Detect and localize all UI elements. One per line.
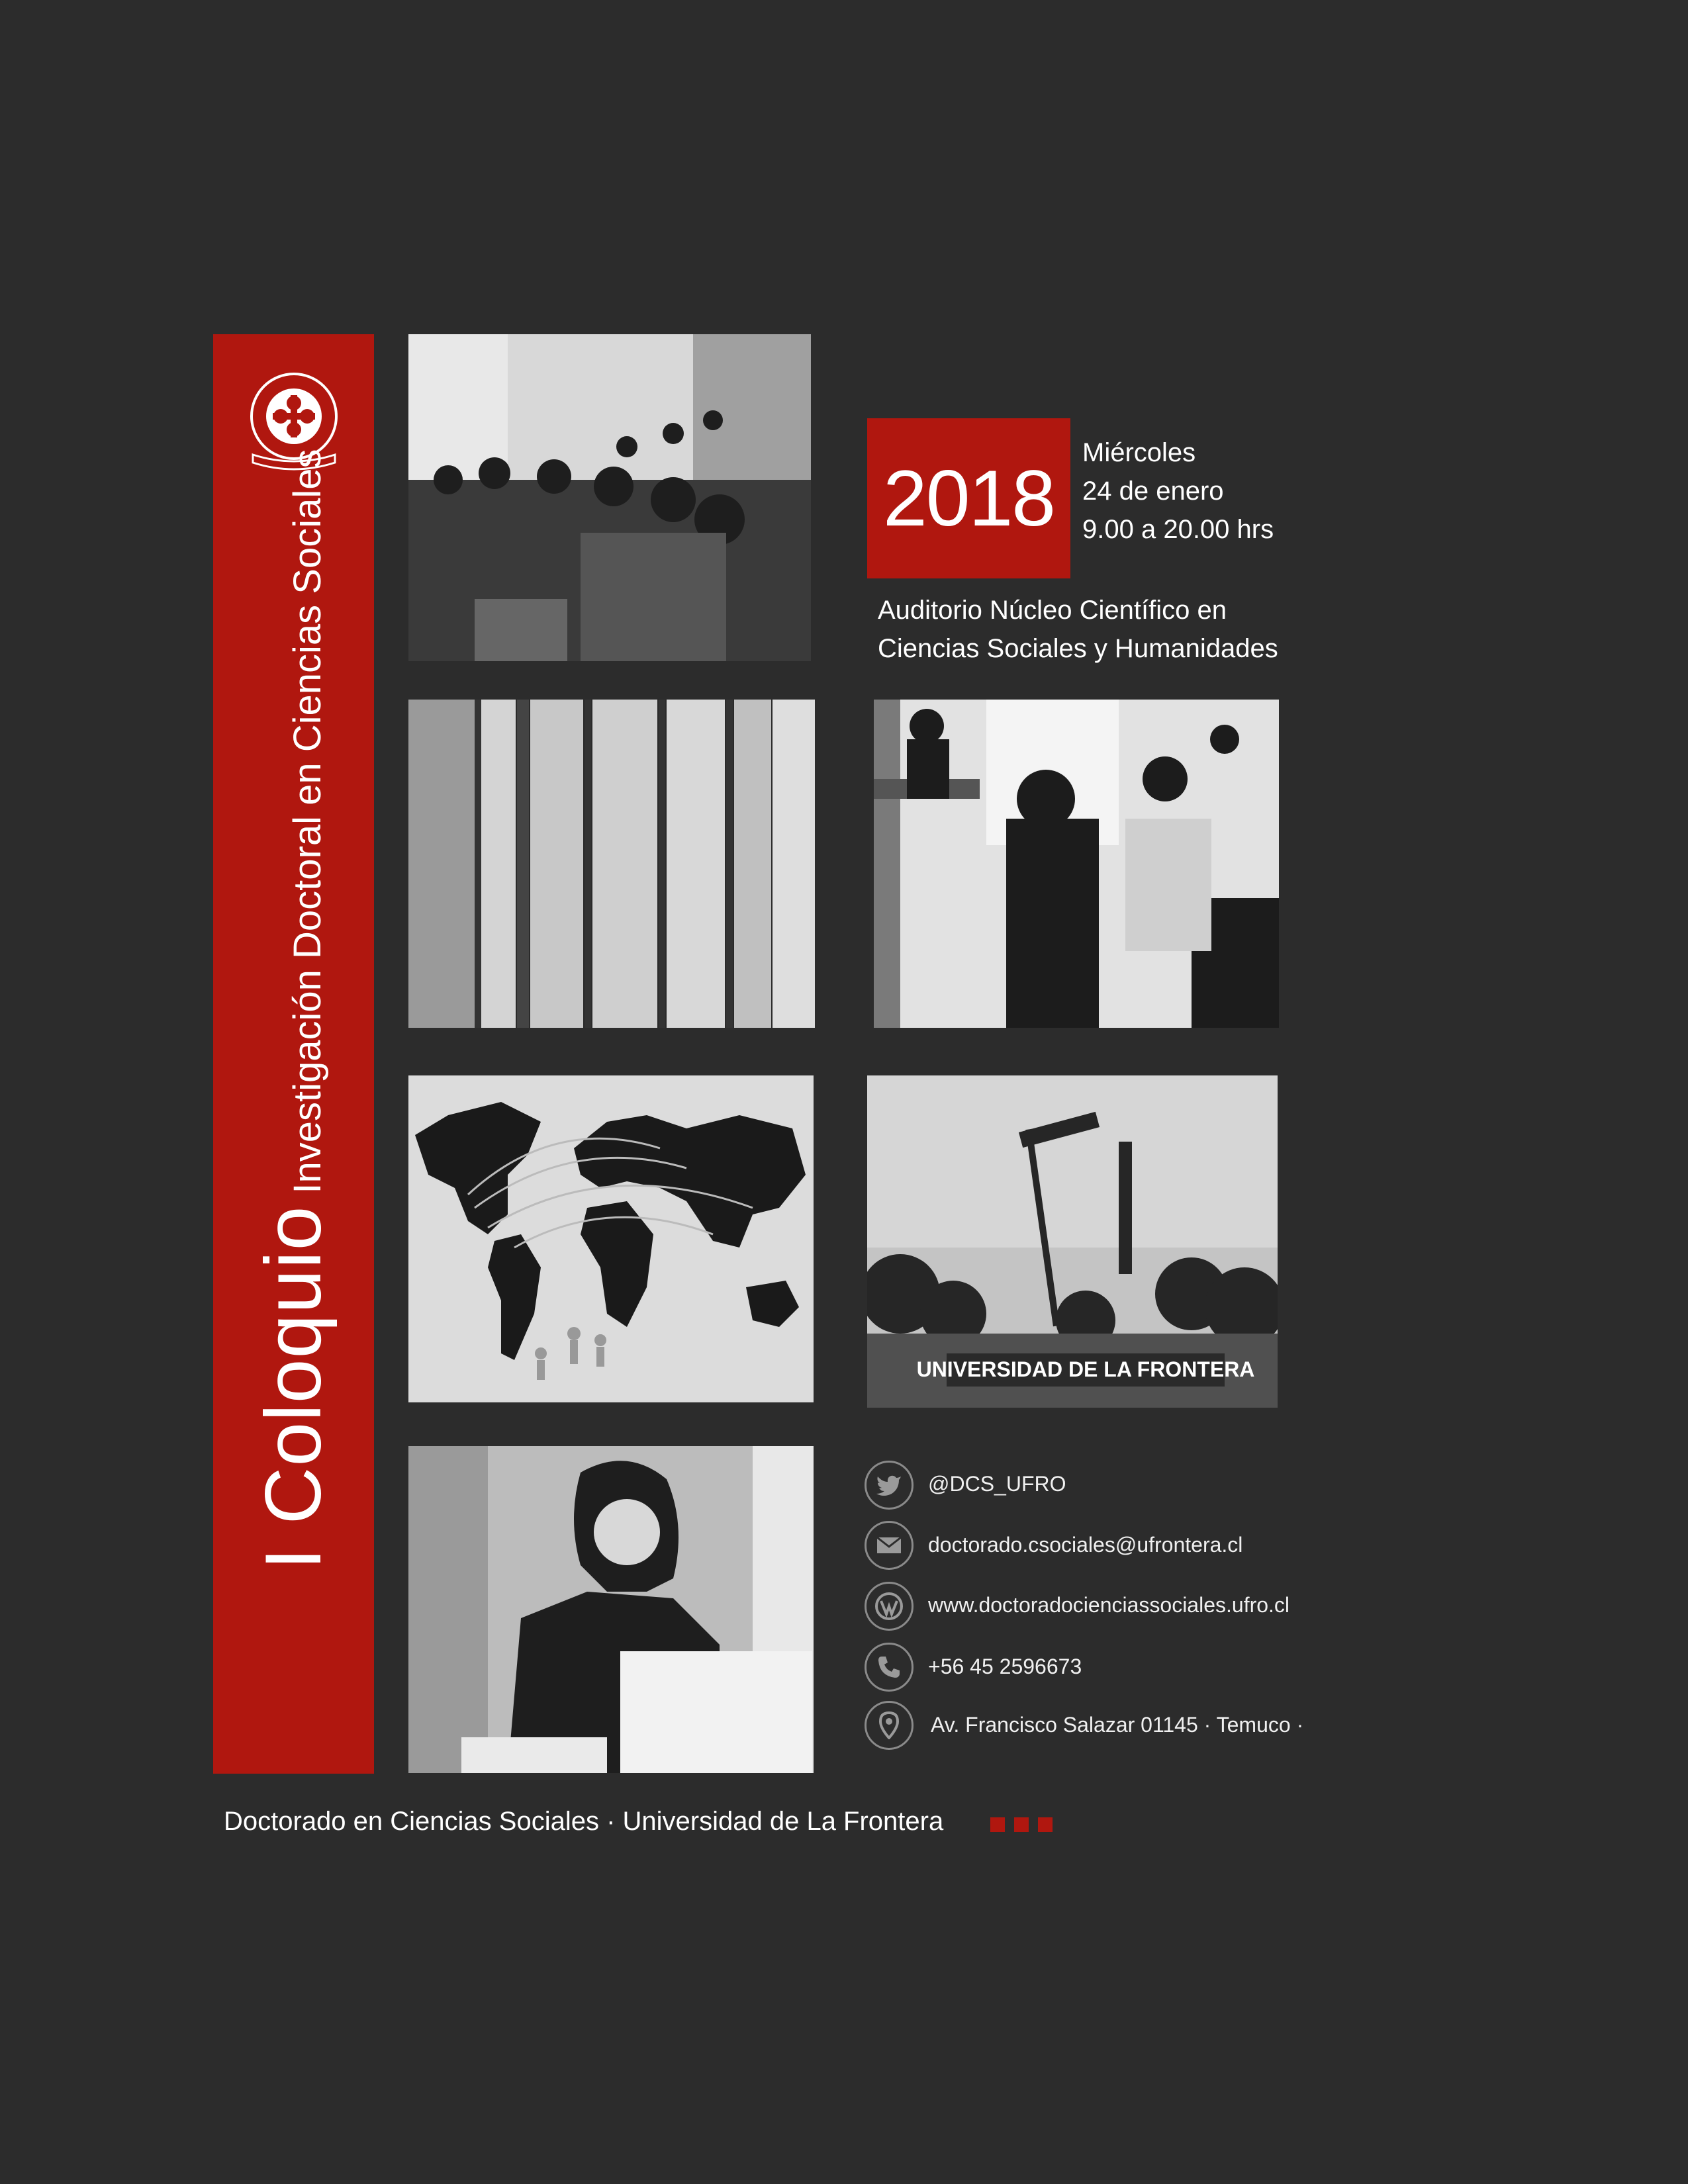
vertical-title [213,334,374,1774]
event-day: Miércoles [1082,438,1196,467]
photo-audience [408,334,811,661]
title-banner [213,334,374,1774]
campus-sign-text: UNIVERSIDAD DE LA FRONTERA [916,1357,1255,1381]
contact-website[interactable]: www.doctoradocienciassociales.ufro.cl [928,1593,1290,1617]
footer-text: Doctorado en Ciencias Sociales · Universidad de La Frontera [224,1807,944,1836]
location-pin-icon[interactable] [865,1701,914,1750]
footer-square-2 [1014,1817,1029,1832]
contact-address: Av. Francisco Salazar 01145 · Temuco · [931,1713,1304,1737]
contact-email[interactable]: doctorado.csociales@ufrontera.cl [928,1533,1243,1557]
photo-world-map [408,1075,814,1402]
wordpress-icon[interactable] [865,1582,914,1631]
photo-books [408,700,815,1028]
venue-line-2: Ciencias Sociales y Humanidades [878,634,1278,663]
event-date: 24 de enero [1082,477,1224,506]
twitter-icon[interactable] [865,1461,914,1510]
contact-twitter[interactable]: @DCS_UFRO [928,1472,1066,1496]
footer-square-1 [990,1817,1005,1832]
photo-campus [867,1075,1278,1408]
event-time: 9.00 a 20.00 hrs [1082,515,1274,544]
footer-square-3 [1038,1817,1053,1832]
photo-classroom [874,700,1279,1028]
contact-phone[interactable]: +56 45 2596673 [928,1655,1082,1678]
phone-icon[interactable] [865,1643,914,1692]
photo-researcher [408,1446,814,1773]
title-main: I Coloquio [249,1205,338,1570]
venue-line-1: Auditorio Núcleo Científico en [878,596,1227,625]
mail-icon[interactable] [865,1521,914,1570]
event-year: 2018 [883,454,1055,543]
title-sub: Investigación Doctoral en Ciencias Sociales [286,449,329,1194]
